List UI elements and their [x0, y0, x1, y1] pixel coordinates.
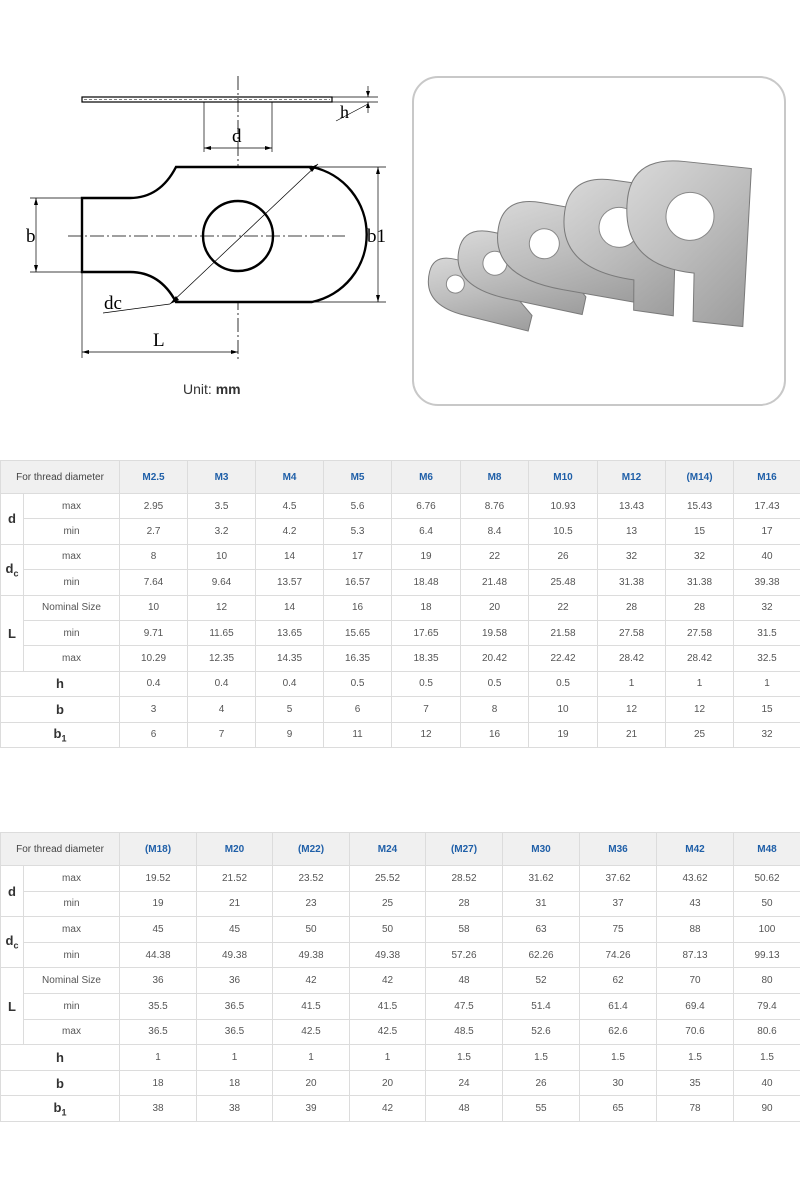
cell: 14 — [256, 595, 324, 620]
table-row — [1, 595, 800, 620]
cell: 4.2 — [256, 519, 324, 544]
cell: 8 — [461, 697, 529, 722]
cell: 1 — [598, 671, 666, 696]
cell: 20 — [273, 1070, 350, 1096]
unit-label: Unit: mm — [183, 381, 241, 397]
sub-label-min: min — [24, 519, 120, 544]
cell: 6 — [120, 722, 188, 747]
cell: 25.48 — [529, 570, 598, 595]
param-dc: $d_c$ — [1, 544, 24, 595]
cell: 36 — [120, 968, 197, 994]
cell: 19 — [529, 722, 598, 747]
cell: 10.29 — [120, 646, 188, 671]
cell: 16 — [324, 595, 392, 620]
cell: 6.76 — [392, 494, 461, 519]
table-row — [1, 942, 800, 968]
param-b1: $b_1$ — [1, 722, 120, 747]
cell: 44.38 — [120, 942, 197, 968]
cell: 39 — [273, 1096, 350, 1122]
cell: 28.42 — [666, 646, 734, 671]
cell: 80.6 — [734, 1019, 800, 1045]
cell: 40 — [734, 1070, 800, 1096]
cell: 99.13 — [734, 942, 800, 968]
cell: 23 — [273, 891, 350, 917]
cell: 14 — [256, 544, 324, 569]
cell: 0.4 — [188, 671, 256, 696]
table-row — [1, 646, 800, 671]
cell: 2.7 — [120, 519, 188, 544]
cell: 37 — [580, 891, 657, 917]
label-b1: b1 — [367, 226, 386, 247]
cell: 49.38 — [197, 942, 273, 968]
cell: 12 — [188, 595, 256, 620]
cell: 22 — [461, 544, 529, 569]
cell: 10 — [188, 544, 256, 569]
table-row — [1, 968, 800, 994]
cell: 18 — [120, 1070, 197, 1096]
cell: 1 — [197, 1045, 273, 1071]
cell: 80 — [734, 968, 800, 994]
cell: 17.43 — [734, 494, 800, 519]
cell: 6 — [324, 697, 392, 722]
size-header: M12 — [598, 461, 666, 494]
cell: 25 — [666, 722, 734, 747]
cell: 13.43 — [598, 494, 666, 519]
cell: 20 — [350, 1070, 426, 1096]
cell: 23.52 — [273, 866, 350, 892]
cell: 50 — [350, 917, 426, 943]
size-header: M30 — [503, 833, 580, 866]
cell: 27.58 — [598, 620, 666, 645]
sub-label-max: max — [24, 866, 120, 892]
cell: 16 — [461, 722, 529, 747]
cell: 31 — [503, 891, 580, 917]
cell: 7.64 — [120, 570, 188, 595]
cell: 47.5 — [426, 993, 503, 1019]
cell: 36 — [197, 968, 273, 994]
size-header: M4 — [256, 461, 324, 494]
cell: 32 — [734, 722, 800, 747]
cell: 7 — [392, 697, 461, 722]
cell: 25 — [350, 891, 426, 917]
cell: 58 — [426, 917, 503, 943]
table-row — [1, 570, 800, 595]
table-row — [1, 1019, 800, 1045]
cell: 74.26 — [580, 942, 657, 968]
cell: 9.71 — [120, 620, 188, 645]
cell: 20 — [461, 595, 529, 620]
cell: 9.64 — [188, 570, 256, 595]
size-header: (M27) — [426, 833, 503, 866]
cell: 48 — [426, 968, 503, 994]
cell: 28 — [426, 891, 503, 917]
cell: 16.57 — [324, 570, 392, 595]
product-photo — [414, 78, 784, 404]
cell: 1 — [273, 1045, 350, 1071]
cell: 70.6 — [657, 1019, 734, 1045]
cell: 36.5 — [120, 1019, 197, 1045]
cell: 31.5 — [734, 620, 800, 645]
cell: 2.95 — [120, 494, 188, 519]
cell: 7 — [188, 722, 256, 747]
cell: 49.38 — [350, 942, 426, 968]
cell: 12 — [598, 697, 666, 722]
size-header: (M14) — [666, 461, 734, 494]
spec-table-1 — [0, 460, 800, 748]
cell: 50 — [734, 891, 800, 917]
cell: 48.5 — [426, 1019, 503, 1045]
table-row — [1, 866, 800, 892]
cell: 28 — [666, 595, 734, 620]
cell: 1.5 — [580, 1045, 657, 1071]
cell: 100 — [734, 917, 800, 943]
cell: 0.5 — [324, 671, 392, 696]
param-b: b — [1, 1070, 120, 1096]
cell: 6.4 — [392, 519, 461, 544]
cell: 48 — [426, 1096, 503, 1122]
table-row — [1, 494, 800, 519]
param-b: b — [1, 697, 120, 722]
cell: 25.52 — [350, 866, 426, 892]
sub-label-max: max — [24, 917, 120, 943]
cell: 21.58 — [529, 620, 598, 645]
cell: 42.5 — [350, 1019, 426, 1045]
table-row — [1, 891, 800, 917]
size-header: M48 — [734, 833, 800, 866]
cell: 61.4 — [580, 993, 657, 1019]
table-header-row — [1, 833, 800, 866]
cell: 31.38 — [598, 570, 666, 595]
sub-label-min: min — [24, 891, 120, 917]
size-header: M24 — [350, 833, 426, 866]
cell: 21 — [197, 891, 273, 917]
sub-label-nominal: Nominal Size — [24, 968, 120, 994]
cell: 28.42 — [598, 646, 666, 671]
cell: 70 — [657, 968, 734, 994]
cell: 32 — [598, 544, 666, 569]
header-label: For thread diameter — [1, 461, 120, 494]
cell: 24 — [426, 1070, 503, 1096]
cell: 15 — [666, 519, 734, 544]
size-header: M6 — [392, 461, 461, 494]
param-L: L — [1, 595, 24, 671]
cell: 1.5 — [503, 1045, 580, 1071]
cell: 38 — [120, 1096, 197, 1122]
param-h: h — [1, 671, 120, 696]
cell: 57.26 — [426, 942, 503, 968]
cell: 19 — [120, 891, 197, 917]
cell: 21.52 — [197, 866, 273, 892]
table-row — [1, 722, 800, 747]
cell: 50 — [273, 917, 350, 943]
cell: 13.57 — [256, 570, 324, 595]
cell: 42 — [350, 1096, 426, 1122]
cell: 10 — [120, 595, 188, 620]
cell: 41.5 — [273, 993, 350, 1019]
size-header: M10 — [529, 461, 598, 494]
cell: 12 — [392, 722, 461, 747]
cell: 36.5 — [197, 993, 273, 1019]
cell: 0.5 — [392, 671, 461, 696]
cell: 17.65 — [392, 620, 461, 645]
cell: 62 — [580, 968, 657, 994]
size-header: M2.5 — [120, 461, 188, 494]
cell: 5 — [256, 697, 324, 722]
table-row — [1, 519, 800, 544]
label-d: d — [232, 126, 242, 147]
cell: 35.5 — [120, 993, 197, 1019]
cell: 18.35 — [392, 646, 461, 671]
param-b1: $b_1$ — [1, 1096, 120, 1122]
cell: 3 — [120, 697, 188, 722]
cell: 1 — [666, 671, 734, 696]
cell: 78 — [657, 1096, 734, 1122]
cell: 5.3 — [324, 519, 392, 544]
spec-table-2 — [0, 832, 800, 1122]
cell: 21.48 — [461, 570, 529, 595]
washer-technical-drawing — [20, 60, 400, 420]
table-row — [1, 1096, 800, 1122]
table-row — [1, 697, 800, 722]
cell: 0.5 — [529, 671, 598, 696]
cell: 13 — [598, 519, 666, 544]
size-header: M16 — [734, 461, 800, 494]
label-L: L — [153, 330, 165, 351]
param-d: d — [1, 494, 24, 545]
size-header: M3 — [188, 461, 256, 494]
cell: 19.52 — [120, 866, 197, 892]
sub-label-nominal: Nominal Size — [24, 595, 120, 620]
header-label: For thread diameter — [1, 833, 120, 866]
cell: 79.4 — [734, 993, 800, 1019]
cell: 0.4 — [120, 671, 188, 696]
cell: 1.5 — [426, 1045, 503, 1071]
cell: 14.35 — [256, 646, 324, 671]
sub-label-max: max — [24, 494, 120, 519]
table-row — [1, 1070, 800, 1096]
cell: 32.5 — [734, 646, 800, 671]
cell: 32 — [734, 595, 800, 620]
cell: 43 — [657, 891, 734, 917]
cell: 75 — [580, 917, 657, 943]
cell: 15.65 — [324, 620, 392, 645]
cell: 0.5 — [461, 671, 529, 696]
cell: 17 — [734, 519, 800, 544]
label-dc: dc — [104, 293, 122, 314]
cell: 65 — [580, 1096, 657, 1122]
cell: 4 — [188, 697, 256, 722]
cell: 87.13 — [657, 942, 734, 968]
label-h: h — [340, 102, 349, 122]
cell: 42 — [273, 968, 350, 994]
cell: 63 — [503, 917, 580, 943]
cell: 28 — [598, 595, 666, 620]
cell: 12.35 — [188, 646, 256, 671]
cell: 52 — [503, 968, 580, 994]
cell: 62.26 — [503, 942, 580, 968]
cell: 1 — [120, 1045, 197, 1071]
size-header: M8 — [461, 461, 529, 494]
cell: 42 — [350, 968, 426, 994]
cell: 31.38 — [666, 570, 734, 595]
cell: 21 — [598, 722, 666, 747]
cell: 90 — [734, 1096, 800, 1122]
label-b: b — [26, 226, 36, 247]
cell: 31.62 — [503, 866, 580, 892]
cell: 11 — [324, 722, 392, 747]
size-header: M42 — [657, 833, 734, 866]
cell: 43.62 — [657, 866, 734, 892]
table-row — [1, 993, 800, 1019]
size-header: (M18) — [120, 833, 197, 866]
size-header: M36 — [580, 833, 657, 866]
cell: 20.42 — [461, 646, 529, 671]
cell: 1.5 — [657, 1045, 734, 1071]
param-dc: $d_c$ — [1, 917, 24, 968]
cell: 40 — [734, 544, 800, 569]
table-row — [1, 917, 800, 943]
cell: 16.35 — [324, 646, 392, 671]
param-d: d — [1, 866, 24, 917]
cell: 55 — [503, 1096, 580, 1122]
cell: 62.6 — [580, 1019, 657, 1045]
param-h: h — [1, 1045, 120, 1071]
cell: 36.5 — [197, 1019, 273, 1045]
cell: 32 — [666, 544, 734, 569]
cell: 12 — [666, 697, 734, 722]
cell: 0.4 — [256, 671, 324, 696]
table-row — [1, 1045, 800, 1071]
cell: 51.4 — [503, 993, 580, 1019]
cell: 27.58 — [666, 620, 734, 645]
unit-value: mm — [215, 381, 241, 397]
cell: 19.58 — [461, 620, 529, 645]
table-header-row — [1, 461, 800, 494]
cell: 28.52 — [426, 866, 503, 892]
cell: 45 — [197, 917, 273, 943]
sub-label-min: min — [24, 620, 120, 645]
cell: 26 — [529, 544, 598, 569]
cell: 1.5 — [734, 1045, 800, 1071]
cell: 15 — [734, 697, 800, 722]
size-header: M5 — [324, 461, 392, 494]
cell: 13.65 — [256, 620, 324, 645]
sub-label-min: min — [24, 993, 120, 1019]
cell: 42.5 — [273, 1019, 350, 1045]
cell: 49.38 — [273, 942, 350, 968]
cell: 19 — [392, 544, 461, 569]
cell: 18 — [392, 595, 461, 620]
cell: 3.5 — [188, 494, 256, 519]
cell: 9 — [256, 722, 324, 747]
cell: 8 — [120, 544, 188, 569]
table-row — [1, 620, 800, 645]
cell: 22.42 — [529, 646, 598, 671]
cell: 8.76 — [461, 494, 529, 519]
cell: 10.93 — [529, 494, 598, 519]
param-L: L — [1, 968, 24, 1045]
cell: 1 — [734, 671, 800, 696]
cell: 5.6 — [324, 494, 392, 519]
cell: 4.5 — [256, 494, 324, 519]
size-header: M20 — [197, 833, 273, 866]
cell: 18.48 — [392, 570, 461, 595]
sub-label-min: min — [24, 570, 120, 595]
cell: 26 — [503, 1070, 580, 1096]
cell: 18 — [197, 1070, 273, 1096]
cell: 22 — [529, 595, 598, 620]
sub-label-max: max — [24, 646, 120, 671]
cell: 50.62 — [734, 866, 800, 892]
cell: 10.5 — [529, 519, 598, 544]
cell: 69.4 — [657, 993, 734, 1019]
cell: 30 — [580, 1070, 657, 1096]
cell: 15.43 — [666, 494, 734, 519]
cell: 1 — [350, 1045, 426, 1071]
washer-outline — [82, 167, 367, 302]
cell: 52.6 — [503, 1019, 580, 1045]
cell: 38 — [197, 1096, 273, 1122]
cell: 8.4 — [461, 519, 529, 544]
cell: 88 — [657, 917, 734, 943]
cell: 39.38 — [734, 570, 800, 595]
product-photo-frame — [412, 76, 786, 406]
cell: 41.5 — [350, 993, 426, 1019]
sub-label-min: min — [24, 942, 120, 968]
size-header: (M22) — [273, 833, 350, 866]
table-row — [1, 544, 800, 569]
sub-label-max: max — [24, 544, 120, 569]
cell: 35 — [657, 1070, 734, 1096]
cell: 17 — [324, 544, 392, 569]
cell: 37.62 — [580, 866, 657, 892]
table-row — [1, 671, 800, 696]
cell: 10 — [529, 697, 598, 722]
cell: 11.65 — [188, 620, 256, 645]
sub-label-max: max — [24, 1019, 120, 1045]
cell: 45 — [120, 917, 197, 943]
cell: 3.2 — [188, 519, 256, 544]
